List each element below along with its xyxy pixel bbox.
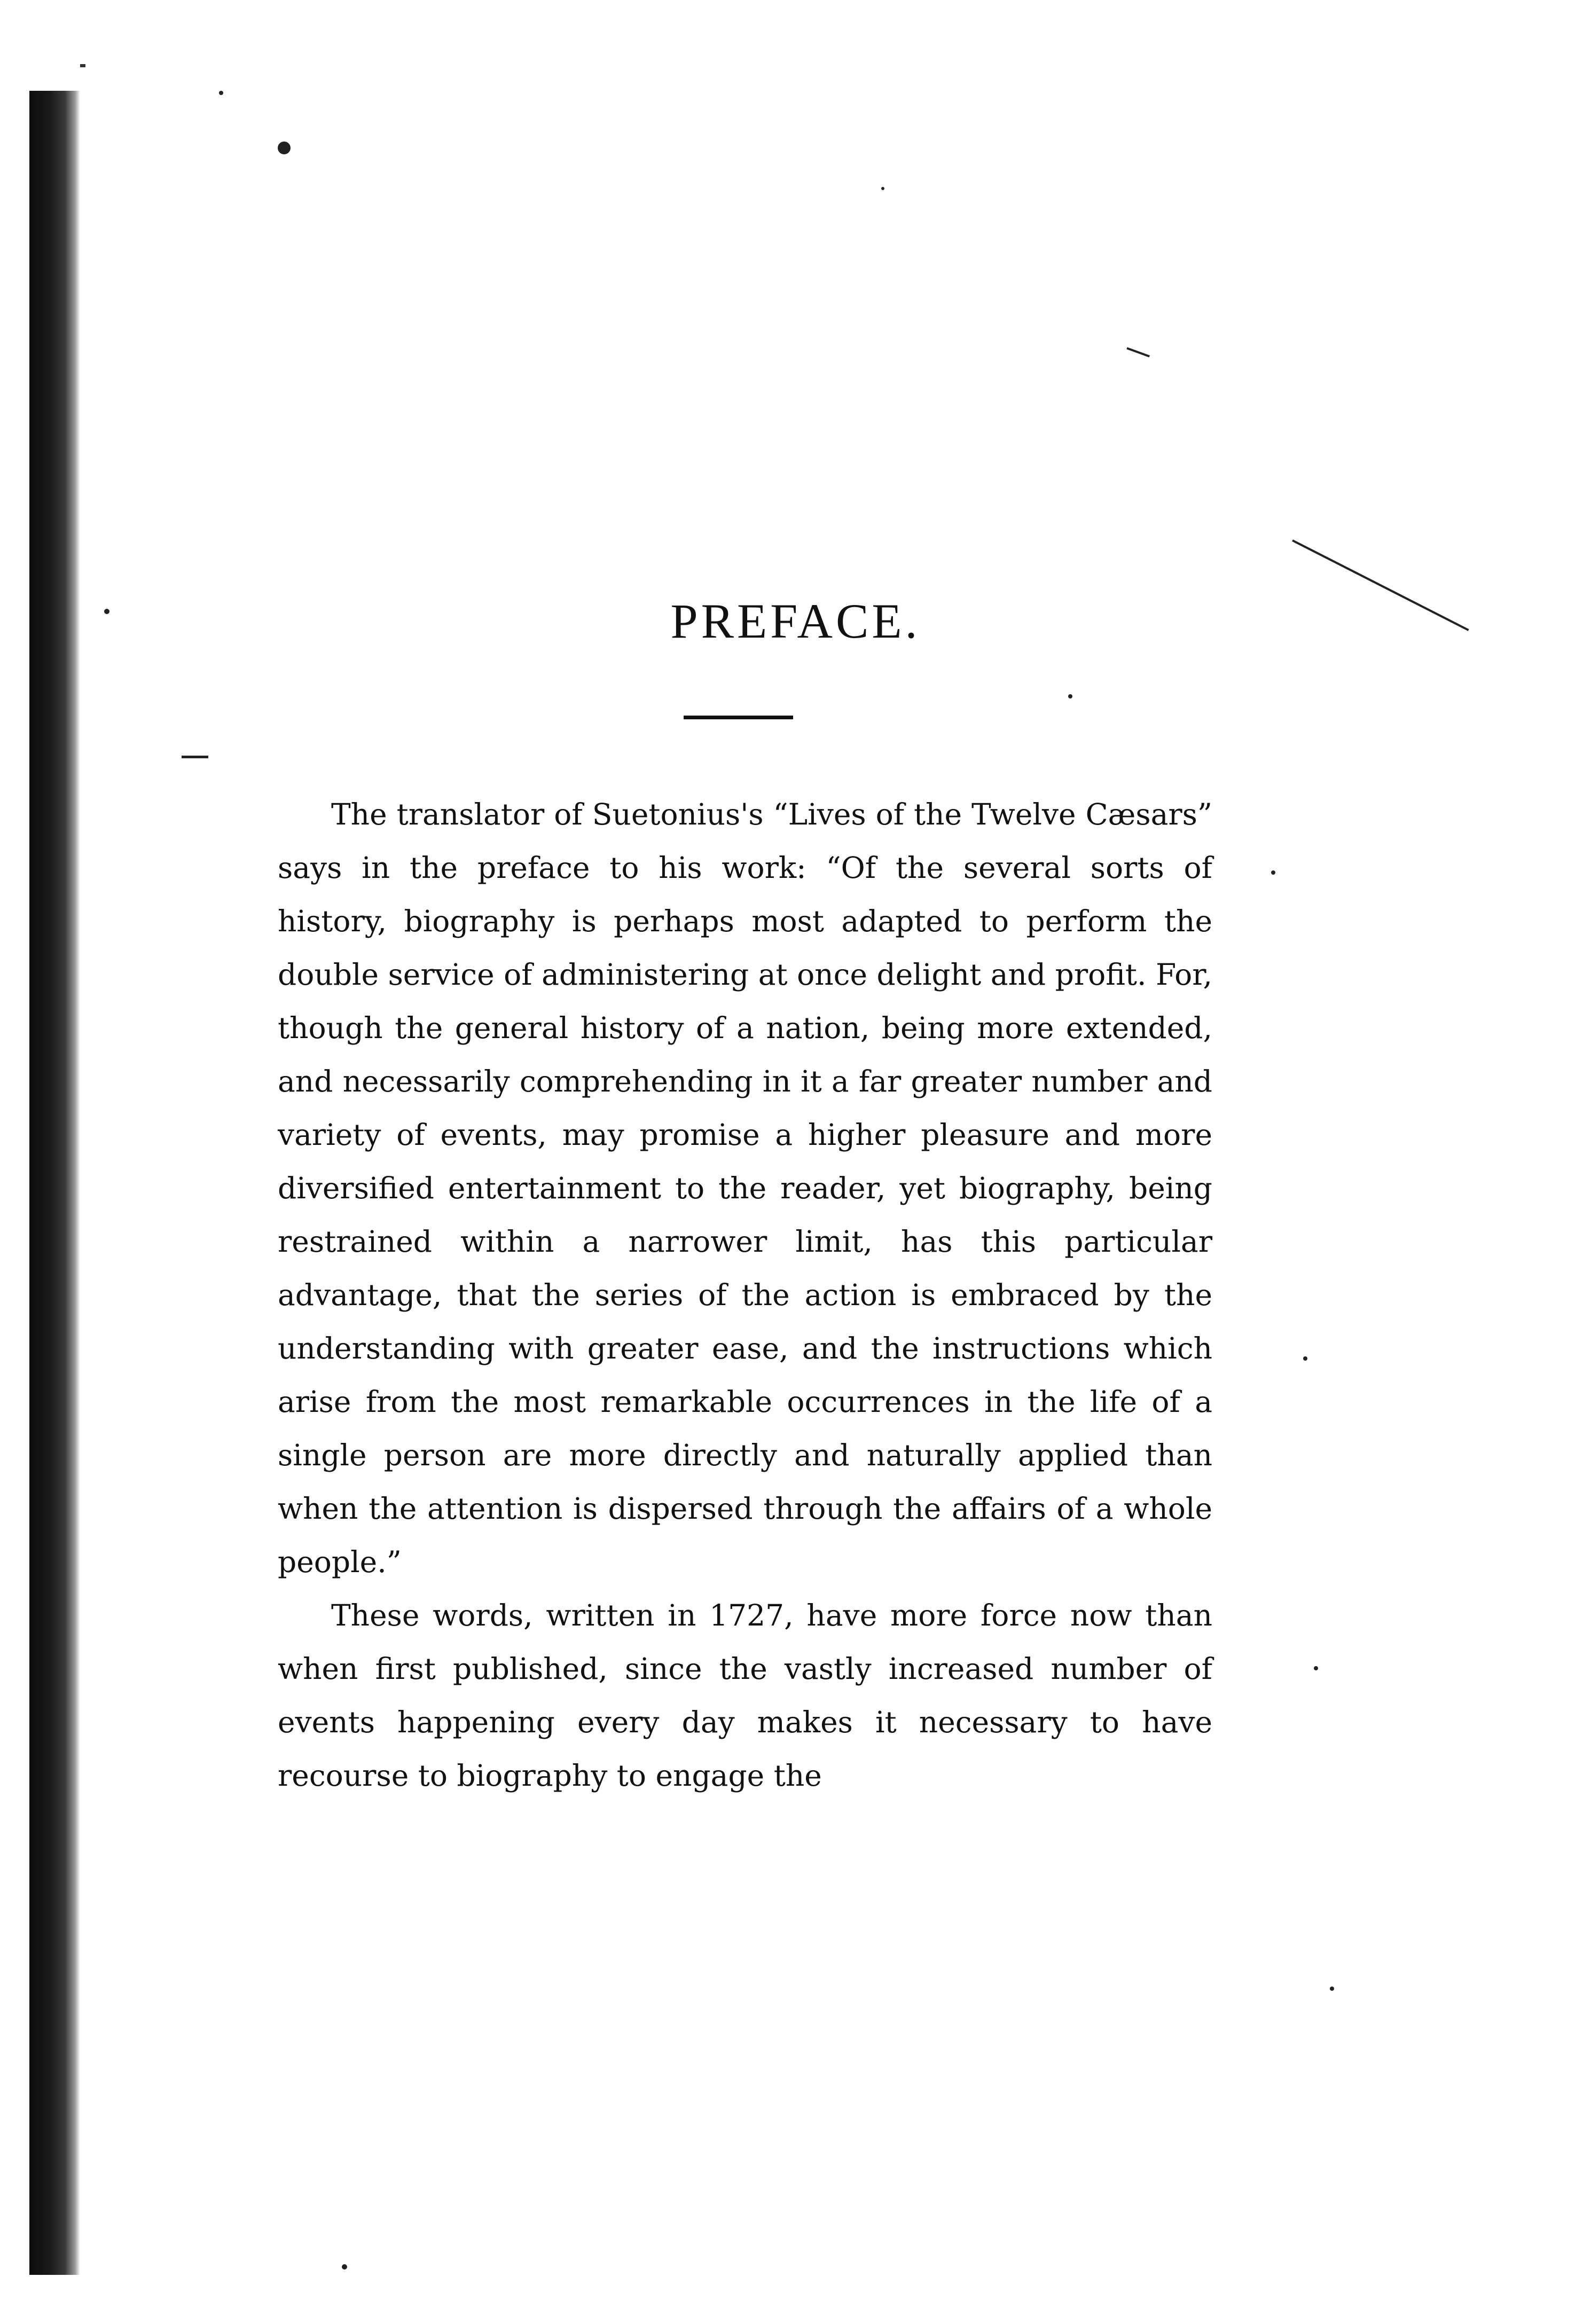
binding-mark	[80, 64, 85, 67]
scan-speck	[1330, 1987, 1334, 1991]
paragraph-1: The translator of Suetonius's “Lives of the Twelve Cæsars” says in the preface to his work: “Of the several sorts of history, biography is perhaps most adapted to perform the double service of administering at once delight and profit. For, though the general history of a nation, being more extended, and necessarily comprehending in it a far greater number and variety of events, may promise a higher pleasure and more diversified entertainment to the reader, yet biography, being restrained within a narrower limit, has this particular advantage, that the series of the action is embraced by the understanding with greater ease, and the instructions which arise from the most remarkable occurrences in the life of a single person are more directly and naturally applied than when the attention is dispersed through the affairs of a whole people.”	[278, 797, 1212, 1579]
scan-speck	[1271, 870, 1275, 875]
scan-line	[182, 756, 208, 758]
scan-speck	[1068, 694, 1072, 698]
binding-edge	[29, 91, 80, 2275]
scan-speck	[881, 187, 884, 190]
scan-line	[1126, 347, 1150, 357]
page-title: PREFACE.	[670, 594, 921, 648]
scan-speck	[219, 91, 223, 95]
scan-speck	[278, 142, 291, 154]
title-rule	[684, 716, 793, 719]
paragraph-2: These words, written in 1727, have more force now than when first published, since the vastly increased number of events happening every day makes it necessary to have recourse to biography to engage the	[278, 1598, 1212, 1793]
body-text	[278, 788, 1212, 1802]
scan-speck	[1314, 1666, 1318, 1670]
scan-speck	[1303, 1356, 1307, 1361]
scan-speck	[342, 2264, 347, 2270]
scan-speck	[104, 609, 109, 614]
